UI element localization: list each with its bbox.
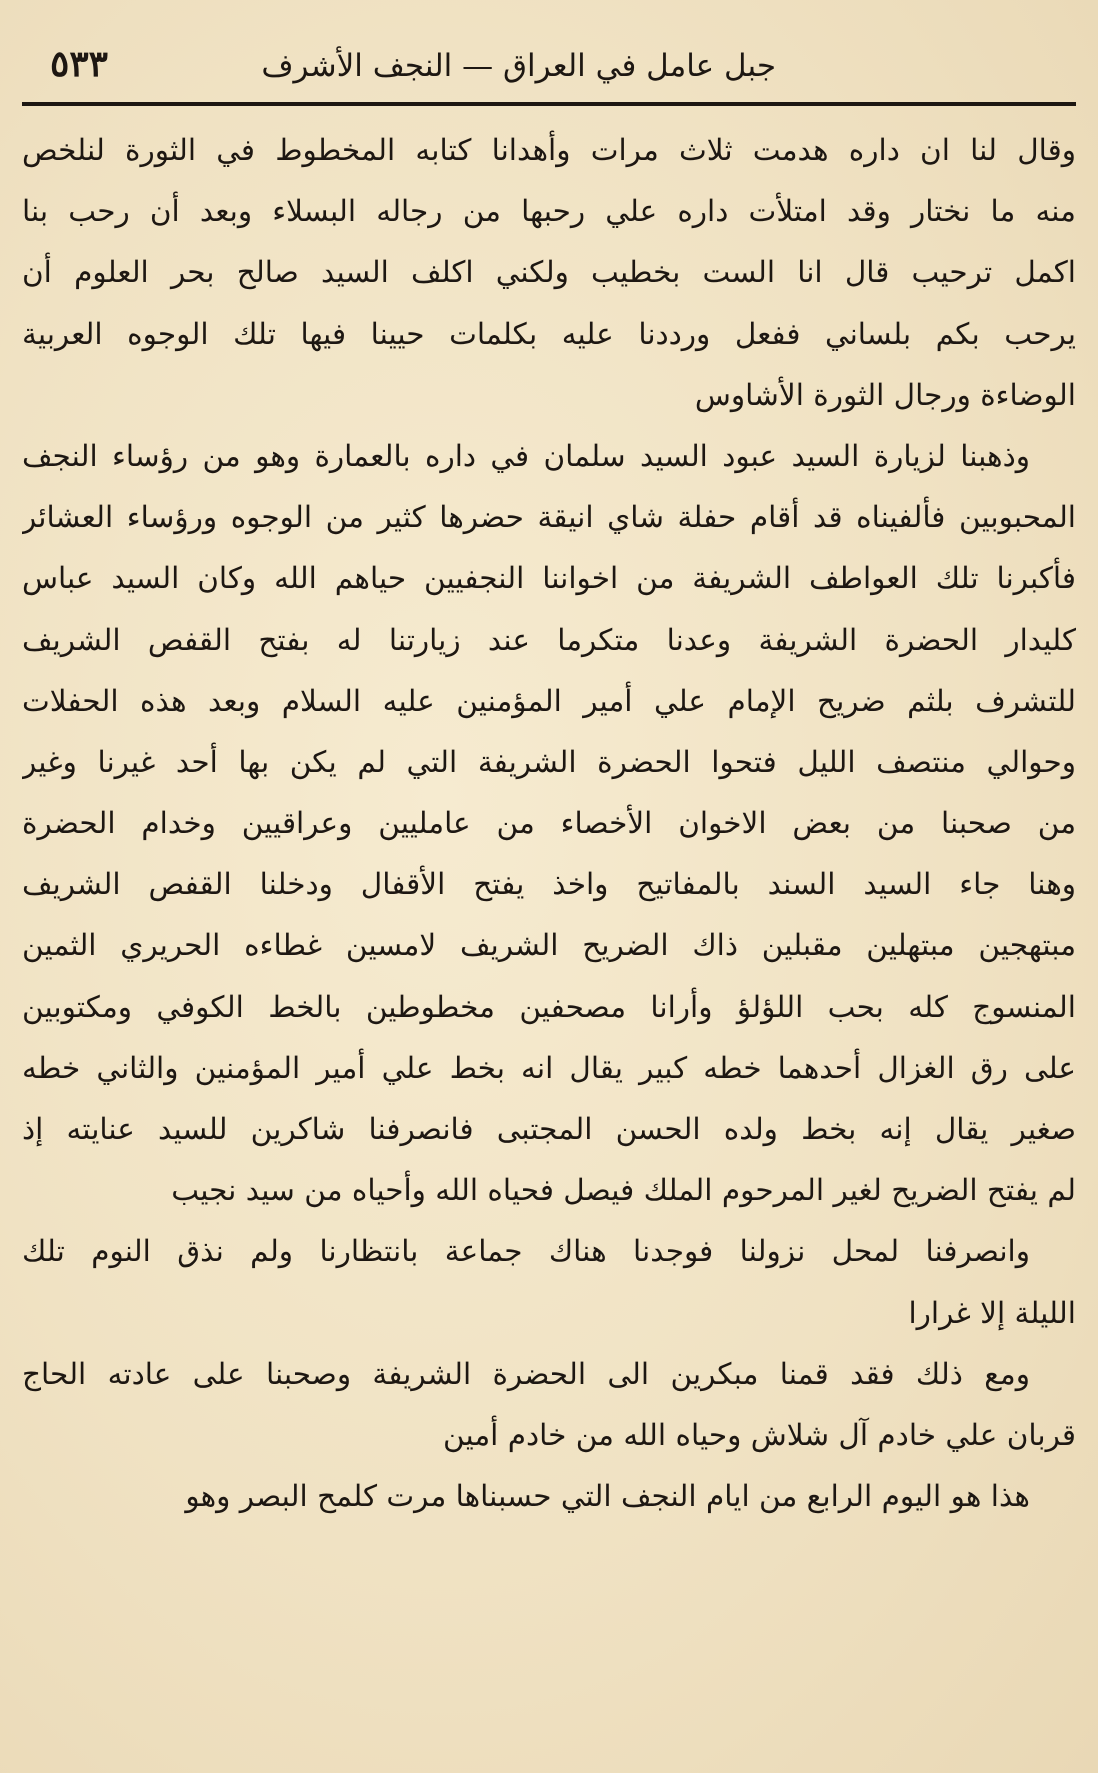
text-line: المحبوبين فألفيناه قد أقام حفلة شاي انيقة حضرها كثير من الوجوه ورؤساء العشائر — [22, 500, 1076, 535]
page-header — [22, 42, 1076, 100]
text-line: لم يفتح الضريح لغير المرحوم الملك فيصل فحياه الله وأحياه من سيد نجيب — [171, 1173, 1076, 1208]
body-text — [22, 120, 1076, 1527]
text-line: من صحبنا من بعض الاخوان الأخصاء من عامليين وعراقيين وخدام الحضرة — [22, 806, 1076, 841]
text-line: اكمل ترحيب قال انا الست بخطيب ولكني اكلف السيد صالح بحر العلوم أن — [22, 255, 1076, 290]
running-title: جبل عامل في العراق — النجف الأشرف — [261, 48, 776, 84]
text-line: الوضاءة ورجال الثورة الأشاوس — [694, 377, 1076, 412]
page-number: ٥٣٣ — [50, 43, 109, 85]
text-line: وقال لنا ان داره هدمت ثلاث مرات وأهدانا كتابه المخطوط في الثورة لنلخص — [22, 133, 1076, 167]
text-line: المنسوج كله بحب اللؤلؤ وأرانا مصحفين مخطوطين بالخط الكوفي ومكتوبين — [22, 989, 1076, 1024]
text-line: كليدار الحضرة الشريفة وعدنا متكرما عند زيارتنا له بفتح القفص الشريف — [22, 622, 1076, 657]
text-line: وهنا جاء السيد السند بالمفاتيح واخذ يفتح الأقفال ودخلنا القفص الشريف — [22, 867, 1076, 902]
text-line: فأكبرنا تلك العواطف الشريفة من اخواننا النجفيين حياهم الله وكان السيد عباس — [22, 561, 1076, 596]
text-line: صغير يقال إنه بخط ولده الحسن المجتبى فانصرفنا شاكرين للسيد عنايته إذ — [22, 1112, 1076, 1146]
header-rule — [22, 102, 1076, 106]
text-line: مبتهجين مبتهلين مقبلين ذاك الضريح الشريف لامسين غطاءه الحريري الثمين — [22, 928, 1076, 963]
text-line: وذهبنا لزيارة السيد عبود السيد سلمان في داره بالعمارة وهو من رؤساء النجف — [22, 438, 1030, 473]
text-line: وحوالي منتصف الليل فتحوا الحضرة الشريفة التي لم يكن بها أحد غيرنا وغير — [22, 744, 1076, 779]
text-line: للتشرف بلثم ضريح الإمام علي أمير المؤمنين عليه السلام وبعد هذه الحفلات — [22, 683, 1076, 718]
text-line: هذا هو اليوم الرابع من ايام النجف التي حسبناها مرت كلمح البصر وهو — [185, 1479, 1030, 1514]
text-line: الليلة إلا غرارا — [908, 1295, 1076, 1330]
text-line: على رق الغزال أحدهما خطه كبير يقال انه بخط علي أمير المؤمنين والثاني خطه — [22, 1050, 1076, 1085]
text-line: منه ما نختار وقد امتلأت داره علي رحبها من رجاله البسلاء وبعد أن رحب بنا — [22, 194, 1076, 229]
text-line: وانصرفنا لمحل نزولنا فوجدنا هناك جماعة بانتظارنا ولم نذق النوم تلك — [22, 1234, 1030, 1269]
text-line: قربان علي خادم آل شلاش وحياه الله من خادم أمين — [442, 1417, 1076, 1452]
text-line: ومع ذلك فقد قمنا مبكرين الى الحضرة الشريفة وصحبنا على عادته الحاج — [22, 1356, 1030, 1391]
text-line: يرحب بكم بلساني ففعل ورددنا عليه بكلمات حيينا فيها تلك الوجوه العربية — [22, 316, 1076, 351]
